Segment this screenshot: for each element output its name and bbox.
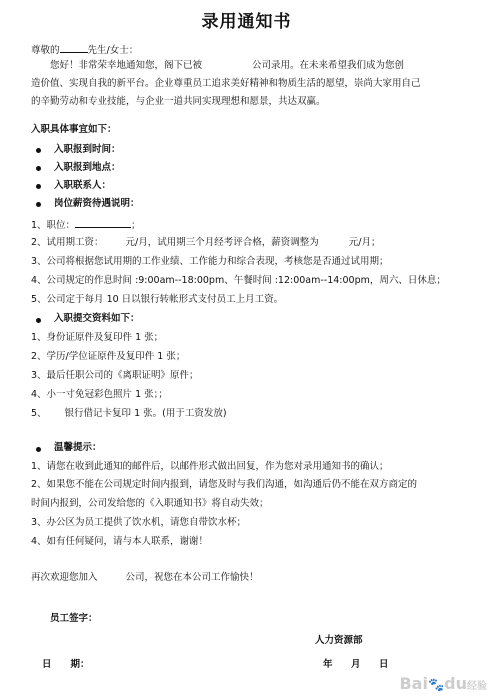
tips-item-4: 4、如有任何疑问，请与本人联系，谢谢！ bbox=[31, 536, 209, 547]
docs-item-5 bbox=[31, 408, 227, 420]
salary-2b: 元/月，试用期三个月经考评合格，薪资调整为 bbox=[125, 237, 319, 248]
greeting-line bbox=[31, 43, 138, 57]
hr-department-label: 人力资源部 bbox=[315, 635, 363, 646]
section-heading: 入职具体事宜如下： bbox=[31, 124, 117, 135]
tips-item-2a: 2、如果您不能在公司规定时间内报到，请您及时与我们沟通，如沟通后仍不能在双方商定的 bbox=[31, 479, 418, 490]
bullet-contact: 入职联系人： bbox=[54, 180, 112, 191]
docs-5-text: 银行借记卡复印 1 张。(用于工资发放) bbox=[64, 408, 227, 419]
docs-item-2: 2、学历/学位证原件及复印件 1 张； bbox=[31, 351, 186, 362]
bullet-documents: 入职提交资料如下： bbox=[54, 313, 140, 324]
date-day-label: 日 bbox=[379, 659, 389, 670]
date-label-left: 日 期： bbox=[42, 659, 90, 670]
intro-1a: 您好！非常荣幸地通知您，阁下已被 bbox=[50, 60, 203, 71]
bullet-dot bbox=[36, 184, 41, 189]
bullet-dot bbox=[36, 148, 41, 153]
tips-item-2b: 时间内报到，公司发给您的《入职通知书》将自动失效； bbox=[31, 498, 269, 509]
docs-item-3: 3、最后任职公司的《离职证明》原件； bbox=[31, 370, 199, 381]
document-title: 录用通知书 bbox=[201, 12, 292, 32]
date-year-label: 年 bbox=[323, 659, 333, 670]
salary-item-1 bbox=[31, 218, 141, 232]
bullet-report-place: 入职报到地点： bbox=[54, 162, 121, 173]
intro-line-3: 的辛勤劳动和专业技能，与企业一道共同实现理想和愿景，共达双赢。 bbox=[31, 96, 326, 107]
date-month-label: 月 bbox=[351, 659, 361, 670]
docs-item-1: 1、身份证原件及复印件 1 张； bbox=[31, 332, 164, 343]
welcome-suffix: 公司，祝您在本公司工作愉快！ bbox=[125, 572, 259, 583]
salary-2c: 元/月； bbox=[348, 237, 381, 248]
paw-icon: 🐾 bbox=[427, 678, 445, 693]
employee-signature-label: 员工签字： bbox=[50, 613, 98, 624]
intro-line-1 bbox=[50, 60, 404, 72]
bullet-dot bbox=[36, 202, 41, 207]
watermark-du: du bbox=[444, 674, 467, 693]
welcome-line bbox=[31, 572, 259, 584]
salary-item-4: 4、公司规定的作息时间 :9:00am--18:00pm、午餐时间 :12:00am--14:00pm，周六、日休息； bbox=[31, 275, 446, 286]
greeting-prefix: 尊敬的 bbox=[31, 45, 60, 56]
welcome-prefix: 再次欢迎您加入 bbox=[31, 572, 98, 583]
salary-2a: 2、试用期工资： bbox=[31, 237, 104, 248]
bullet-report-time: 入职报到时间： bbox=[54, 144, 121, 155]
intro-line-2: 造价值、实现自我的新平台。企业尊重员工追求美好精神和物质生活的愿望，崇尚大家用自己 bbox=[31, 78, 421, 89]
position-blank bbox=[75, 218, 131, 228]
bullet-salary: 岗位薪资待遇说明： bbox=[54, 198, 140, 209]
watermark-suffix: 经验 bbox=[467, 681, 487, 692]
salary-item-2 bbox=[31, 237, 380, 249]
intro-1b: 公司录用。在未来希望我们成为您创 bbox=[252, 60, 405, 71]
docs-item-4: 4、小一寸免冠彩色照片 1 张；； bbox=[31, 389, 168, 400]
baidu-watermark bbox=[399, 674, 487, 693]
salary-1-label: 1、职位： bbox=[31, 220, 76, 231]
tips-item-1: 1、请您在收到此通知的邮件后，以邮件形式做出回复，作为您对录用通知书的确认； bbox=[31, 461, 389, 472]
name-blank bbox=[60, 43, 88, 53]
tips-item-3: 3、办公区为员工提供了饮水机，请您自带饮水杯； bbox=[31, 517, 247, 528]
docs-5-num: 5、 bbox=[31, 408, 47, 419]
bullet-dot bbox=[36, 318, 41, 323]
salary-1-end: ； bbox=[131, 220, 141, 231]
greeting-suffix: 先生/女士： bbox=[87, 45, 139, 56]
bullet-tips: 温馨提示： bbox=[54, 442, 102, 453]
salary-item-5: 5、公司定于每月 10 日以银行转帐形式支付员工上月工资。 bbox=[31, 294, 284, 305]
watermark-text: Bai bbox=[399, 674, 428, 693]
salary-item-3: 3、公司将根据您试用期的工作业绩、工作能力和综合表现，考核您是否通过试用期； bbox=[31, 256, 389, 267]
bullet-dot bbox=[36, 166, 41, 171]
bullet-dot bbox=[36, 447, 41, 452]
